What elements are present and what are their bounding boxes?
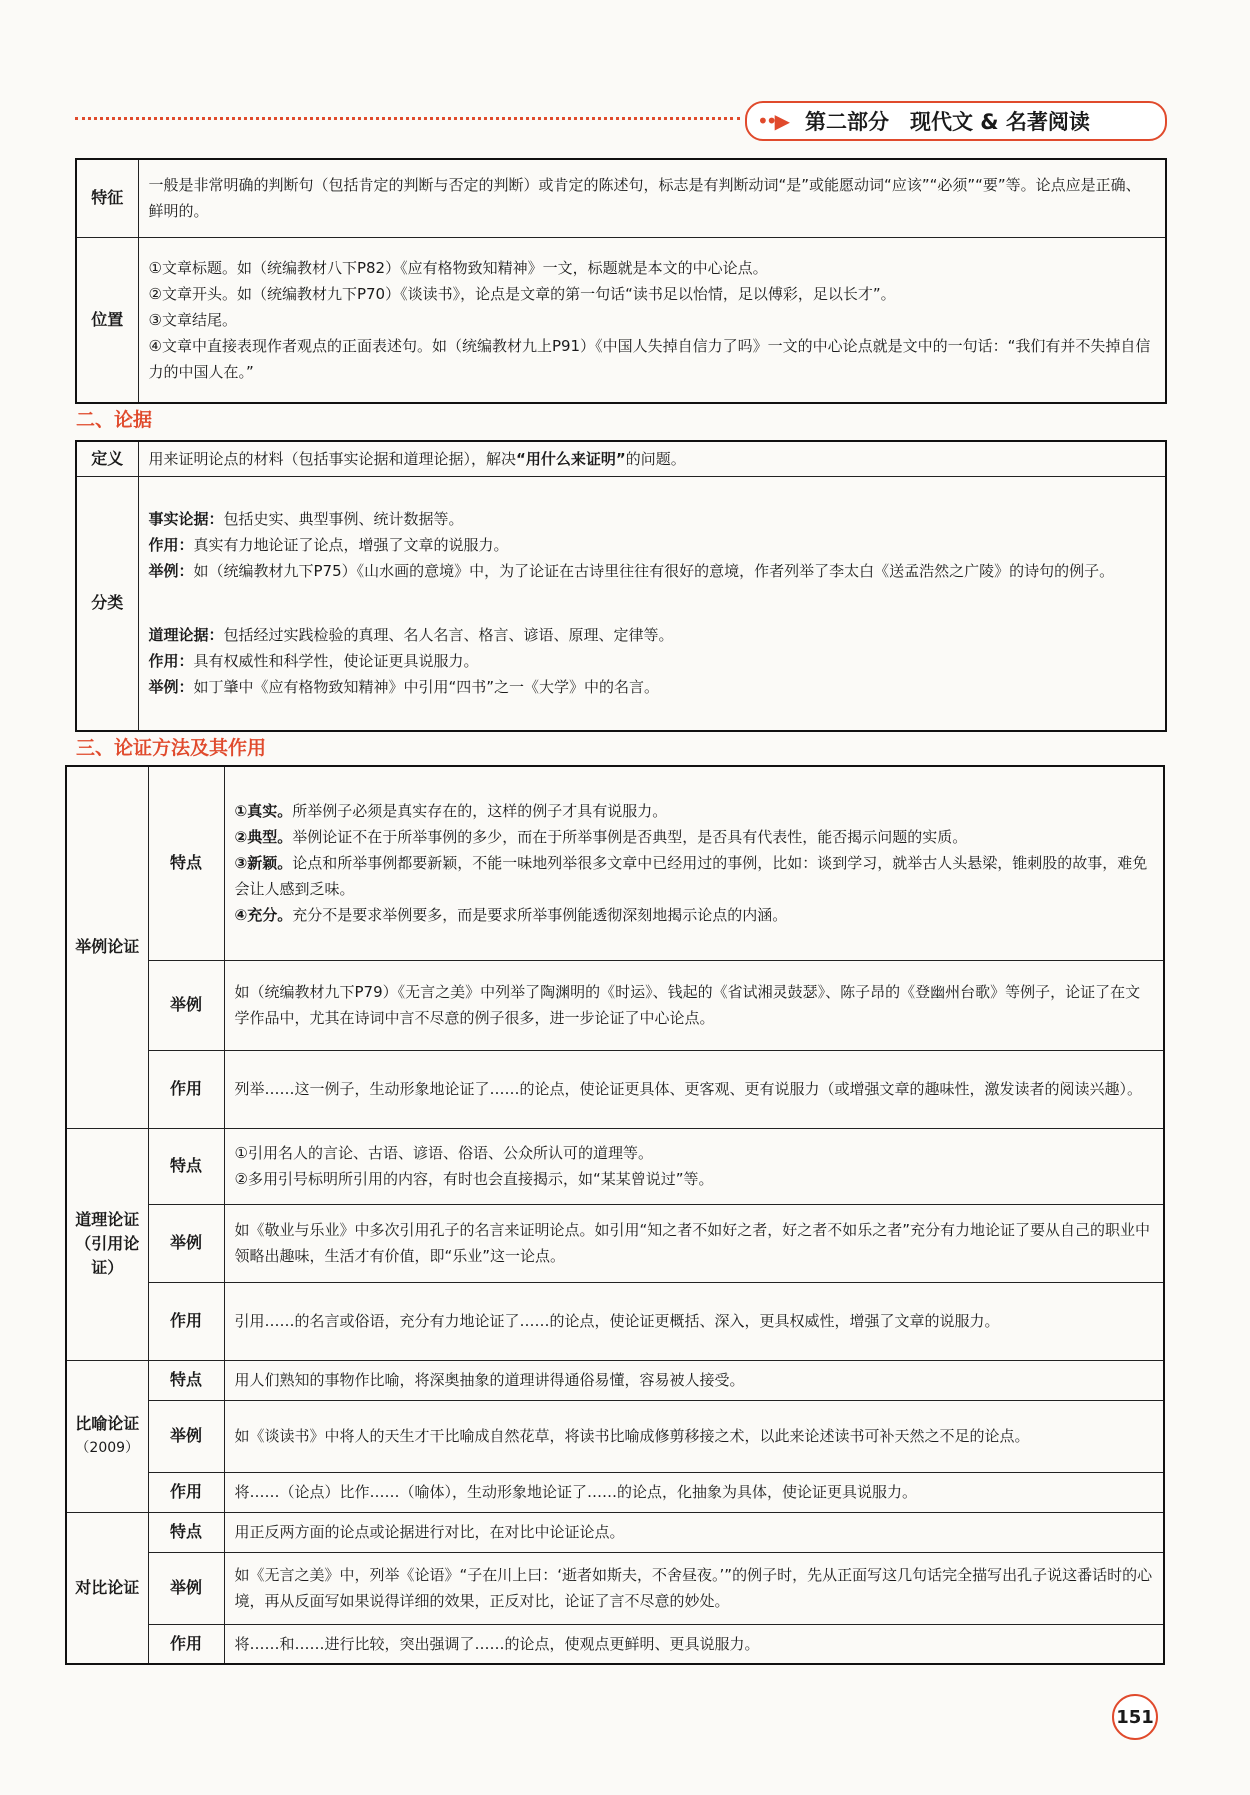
table-row (66, 1204, 1164, 1282)
row-content (138, 237, 1166, 403)
section-header-title: 第二部分 现代文 & 名著阅读 (804, 110, 1090, 134)
row-content (138, 477, 1166, 731)
table-row (76, 477, 1166, 731)
table-row (76, 237, 1166, 403)
content-line: ②典型。举例论证不在于所举事例的多少，而在于所举事例是否典型，是否具有代表性，能否揭示问题的实质。 (234, 828, 968, 847)
content-line: 举例：如（统编教材九下P75）《山水画的意境》中，为了论证在古诗里往往有很好的意境，作者列举了李太白《送孟浩然之广陵》的诗句的例子。 (148, 562, 1115, 581)
content-line: ②多用引号标明所引用的内容，有时也会直接揭示，如“某某曾说过”等。 (234, 1170, 714, 1188)
row-content: 列举……这一例子，生动形象地论证了……的论点，使论证更具体、更客观、更有说服力（或增强文章的趣味性，激发读者的阅读兴趣）。 (224, 1050, 1164, 1128)
sub-label: 特点 (148, 766, 224, 960)
row-label: 特征 (76, 159, 138, 237)
row-content: 如（统编教材九下P79）《无言之美》中列举了陶渊明的《时运》、钱起的《省试湘灵鼓瑟》、陈子昂的《登幽州台歌》等例子，论证了在文学作品中，尤其在诗词中言不尽意的例子很多，进一步论证了中心论点。 (224, 960, 1164, 1050)
definition-text: 的问题。 (625, 450, 686, 468)
method-name: 比喻论证 （2009） (66, 1360, 148, 1512)
spacer (149, 584, 1156, 622)
table-row (66, 1050, 1164, 1128)
row-content: 引用……的名言或俗语，充分有力地论证了……的论点，使论证更概括、深入，更具权威性，增强了文章的说服力。 (224, 1282, 1164, 1360)
method-name: 道理论证（引用论证） (66, 1128, 148, 1360)
definition-bold: “用什么来证明” (516, 450, 626, 468)
sub-label: 特点 (148, 1512, 224, 1552)
table-row (66, 1512, 1164, 1552)
method-name: 举例论证 (66, 766, 148, 1128)
table-row (66, 1624, 1164, 1664)
row-content: 如《谈读书》中将人的天生才干比喻成自然花草，将读书比喻成修剪移接之术，以此来论述读书可补天然之不足的论点。 (224, 1400, 1164, 1472)
row-label: 定义 (76, 441, 138, 477)
section-header (745, 101, 1167, 141)
sub-label: 举例 (148, 1204, 224, 1282)
content-line: 作用：具有权威性和科学性，使论证更具说服力。 (148, 652, 479, 671)
row-content: 将……（论点）比作……（喻体），生动形象地论证了……的论点，化抽象为具体，使论证更具说服力。 (224, 1472, 1164, 1512)
row-content: 用人们熟知的事物作比喻，将深奥抽象的道理讲得通俗易懂，容易被人接受。 (224, 1360, 1164, 1400)
table-row (76, 441, 1166, 477)
evidence-table (75, 440, 1167, 732)
year-note: （2009） (75, 1440, 140, 1456)
sub-label: 特点 (148, 1360, 224, 1400)
content-line: ①真实。所举例子必须是真实存在的，这样的例子才具有说服力。 (234, 802, 668, 821)
header-dotted-rule (75, 117, 740, 120)
sub-label: 举例 (148, 960, 224, 1050)
content-line: ③新颖。论点和所举事例都要新颖，不能一味地列举很多文章中已经用过的事例，比如：谈到学习，就举古人头悬梁，锥刺股的故事，难免会让人感到乏味。 (234, 854, 1148, 899)
table-row (66, 1552, 1164, 1624)
table-row (66, 1472, 1164, 1512)
row-label: 分类 (76, 477, 138, 731)
content-line: ④文章中直接表现作者观点的正面表述句。如（统编教材九上P91）《中国人失掉自信力了吗》一文的中心论点就是文中的一句话：“我们有并不失掉自信力的中国人在。” (148, 336, 1151, 381)
sub-label: 作用 (148, 1472, 224, 1512)
sub-label: 作用 (148, 1624, 224, 1664)
content-line: ④充分。充分不是要求举例要多，而是要求所举事例能透彻深刻地揭示论点的内涵。 (234, 906, 788, 925)
content-line: ①引用名人的言论、古语、谚语、俗语、公众所认可的道理等。 (234, 1144, 653, 1162)
sub-label: 特点 (148, 1128, 224, 1204)
page-number: 151 (1112, 1694, 1158, 1740)
argument-table (75, 158, 1167, 404)
row-label: 位置 (76, 237, 138, 403)
row-content: 如《无言之美》中，列举《论语》“子在川上曰：‘逝者如斯夫，不舍昼夜。’”的例子时，先从正面写这几句话完全描写出孔子说这番话时的心境，再从反面写如果说得详细的效果，正反对比，论证了言不尽意的妙处。 (224, 1552, 1164, 1624)
row-content (224, 766, 1164, 960)
method-name: 对比论证 (66, 1512, 148, 1664)
methods-table (65, 765, 1165, 1665)
row-content (138, 441, 1166, 477)
row-content: 用正反两方面的论点或论据进行对比，在对比中论证论点。 (224, 1512, 1164, 1552)
row-content: 将……和……进行比较，突出强调了……的论点，使观点更鲜明、更具说服力。 (224, 1624, 1164, 1664)
table-row (66, 766, 1164, 960)
content-line: ②文章开头。如（统编教材九下P70）《谈读书》，论点是文章的第一句话“读书足以怡情，足以傅彩，足以长才”。 (148, 284, 896, 303)
section-title: 三、论证方法及其作用 (76, 737, 267, 759)
row-content (224, 1128, 1164, 1204)
table-row (66, 1360, 1164, 1400)
content-line: 一般是非常明确的判断句（包括肯定的判断与否定的判断）或肯定的陈述句，标志是有判断动词“是”或能愿动词“应该”“必须”“要”等。论点应是正确、鲜明的。 (148, 176, 1141, 221)
row-content: 如《敬业与乐业》中多次引用孔子的名言来证明论点。如引用“知之者不如好之者，好之者不如乐之者”充分有力地论证了要从自己的职业中领略出趣味，生活才有价值，即“乐业”这一论点。 (224, 1204, 1164, 1282)
definition-text: 用来证明论点的材料（包括事实论据和道理论据），解决 (148, 450, 517, 468)
table-row (66, 1400, 1164, 1472)
table-row (66, 960, 1164, 1050)
table-row (66, 1128, 1164, 1204)
sub-label: 举例 (148, 1400, 224, 1472)
content-line: 举例：如丁肇中《应有格物致知精神》中引用“四书”之一《大学》中的名言。 (148, 678, 660, 697)
arrow-icon: ••▶ (757, 109, 787, 133)
sub-label: 作用 (148, 1282, 224, 1360)
table-row (76, 159, 1166, 237)
content-line: 事实论据：包括史实、典型事例、统计数据等。 (148, 510, 464, 529)
content-line: 作用：真实有力地论证了论点，增强了文章的说服力。 (148, 536, 509, 555)
sub-label: 举例 (148, 1552, 224, 1624)
content-line: 道理论据：包括经过实践检验的真理、名人名言、格言、谚语、原理、定律等。 (148, 626, 674, 645)
section-title: 二、论据 (76, 409, 153, 431)
content-line: ③文章结尾。 (148, 310, 237, 329)
row-content (138, 159, 1166, 237)
content-line: ①文章标题。如（统编教材八下P82）《应有格物致知精神》一文，标题就是本文的中心论点。 (148, 258, 768, 277)
table-row (66, 1282, 1164, 1360)
sub-label: 作用 (148, 1050, 224, 1128)
